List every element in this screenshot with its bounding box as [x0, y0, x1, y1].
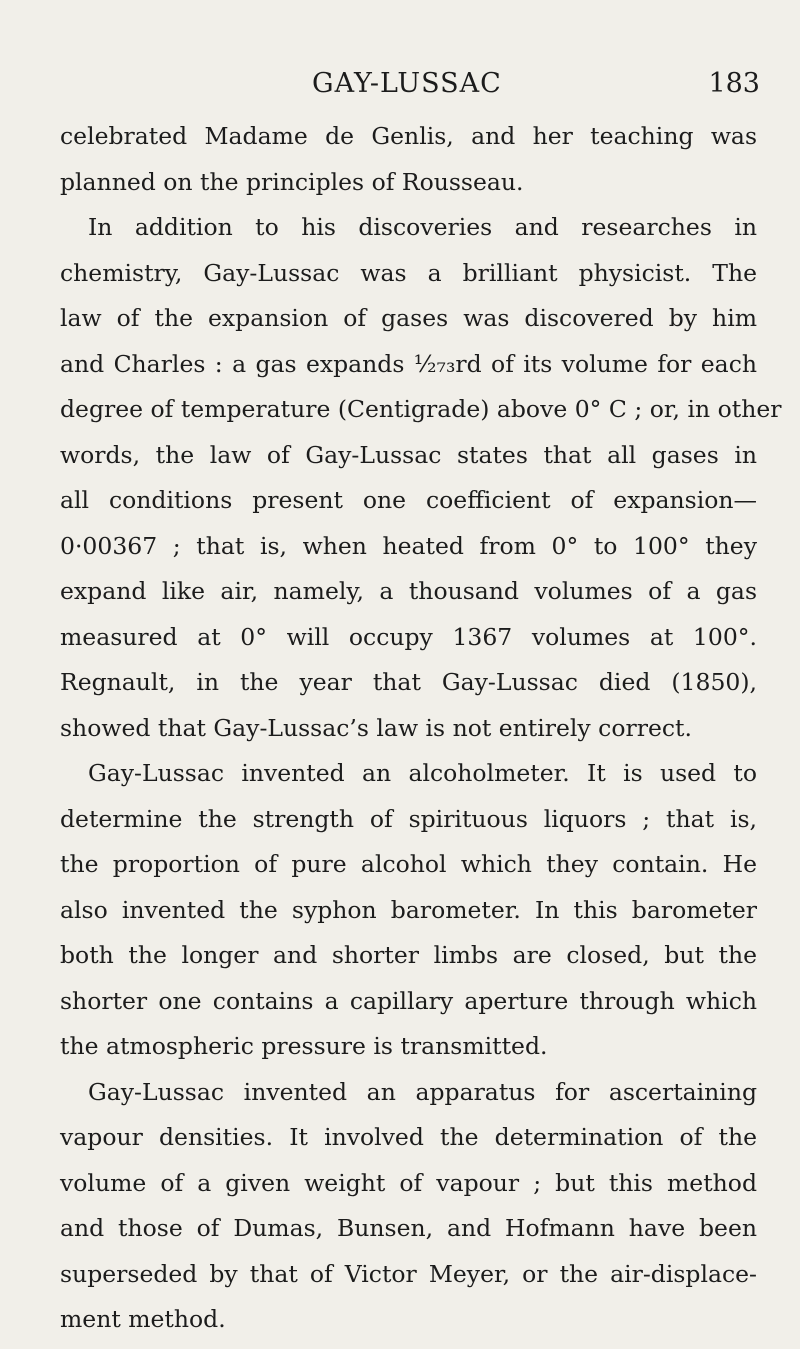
- text-line: shorter one contains a capillary aperture through which: [60, 986, 757, 1015]
- text-line: words, the law of Gay-Lussac states that all gases in: [60, 440, 757, 469]
- text-line: both the longer and shorter limbs are closed, but the: [60, 941, 757, 969]
- text-line: the proportion of pure alcohol which they contain. He: [60, 850, 757, 878]
- page-number: 183: [708, 68, 760, 99]
- page-header: [60, 68, 760, 108]
- text-line: determine the strength of spirituous liquors ; that is,: [60, 804, 757, 833]
- text-line: law of the expansion of gases was discovered by him: [60, 304, 757, 332]
- text-line: and Charles : a gas expands ¹⁄₂₇₃rd of its volume for each: [60, 349, 757, 378]
- text-line: degree of temperature (Centigrade) above 0° C ; or, in other: [60, 395, 782, 423]
- text-line: all conditions present one coefficient of expansion—: [60, 486, 757, 514]
- running-head: GAY-LUSSAC: [312, 68, 502, 99]
- text-line: Gay-Lussac invented an alcoholmeter. It is used to: [88, 759, 757, 787]
- text-line: In addition to his discoveries and researches in: [88, 213, 757, 241]
- text-line: measured at 0° will occupy 1367 volumes at 100°.: [60, 622, 757, 651]
- text-line: volume of a given weight of vapour ; but this method: [60, 1168, 757, 1197]
- text-line: showed that Gay-Lussac’s law is not entirely correct.: [60, 713, 692, 742]
- text-line: 0·00367 ; that is, when heated from 0° to 100° they: [60, 531, 757, 560]
- text-line: planned on the principles of Rousseau.: [60, 167, 524, 196]
- text-line: vapour densities. It involved the determination of the: [60, 1123, 757, 1151]
- body-text: [60, 114, 782, 1343]
- text-line: chemistry, Gay-Lussac was a brilliant physicist. The: [60, 258, 757, 287]
- text-line: the atmospheric pressure is transmitted.: [60, 1032, 548, 1060]
- text-line: and those of Dumas, Bunsen, and Hofmann have been: [60, 1214, 757, 1242]
- text-line: Regnault, in the year that Gay-Lussac died (1850),: [60, 668, 757, 696]
- text-line: superseded by that of Victor Meyer, or the air-displace-: [60, 1259, 757, 1288]
- text-line: Gay-Lussac invented an apparatus for ascertaining: [88, 1077, 757, 1106]
- text-line: also invented the syphon barometer. In this barometer: [60, 895, 757, 924]
- text-line: expand like air, namely, a thousand volumes of a gas: [60, 577, 757, 605]
- text-line: celebrated Madame de Genlis, and her teaching was: [60, 122, 757, 150]
- text-line: ment method.: [60, 1305, 226, 1333]
